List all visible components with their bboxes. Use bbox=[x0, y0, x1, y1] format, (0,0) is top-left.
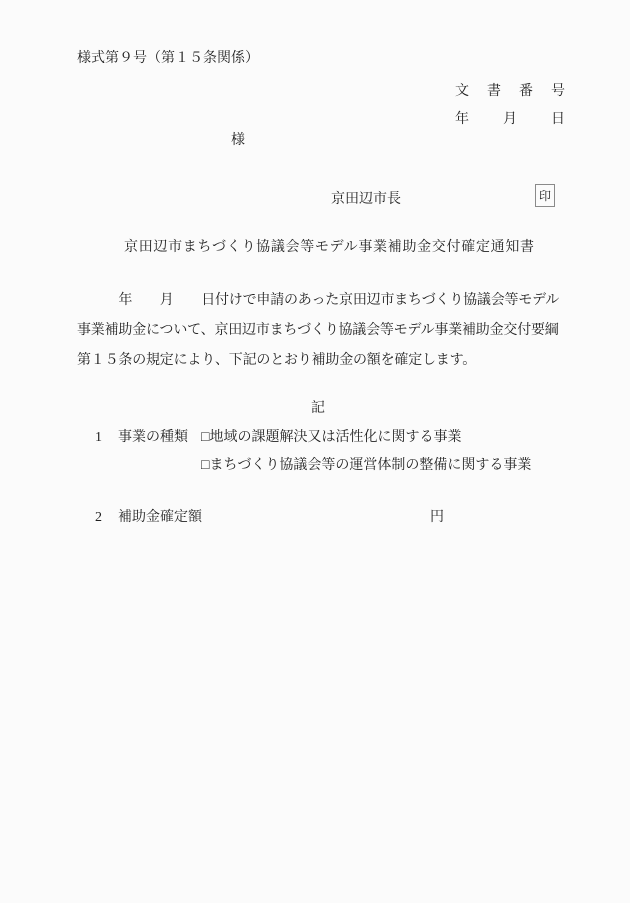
checkbox-option-1: □地域の課題解決又は活性化に関する事業 bbox=[201, 430, 462, 445]
item-label: 事業の種類 bbox=[118, 430, 188, 445]
date-line: 年 月 日 bbox=[455, 112, 567, 127]
body-line-1: 年 月 日付けで申請のあった京田辺市まちづくり協議会等モデル bbox=[77, 293, 560, 308]
document-title: 京田辺市まちづくり協議会等モデル事業補助金交付確定通知書 bbox=[124, 240, 535, 255]
record-heading: 記 bbox=[311, 401, 325, 416]
body-line-3: 第１５条の規定により、下記のとおり補助金の額を確定します。 bbox=[77, 353, 477, 368]
body-line-2: 事業補助金について、京田辺市まちづくり協議会等モデル事業補助金交付要綱 bbox=[77, 323, 559, 338]
addressee-honorific: 様 bbox=[231, 133, 245, 148]
item-label: 補助金確定額 bbox=[118, 510, 202, 525]
amount-unit: 円 bbox=[430, 510, 444, 525]
doc-number-label: 文 書 番 号 bbox=[455, 84, 567, 99]
item-number: 1 bbox=[95, 430, 102, 445]
checkbox-option-2: □まちづくり協議会等の運営体制の整備に関する事業 bbox=[201, 458, 532, 473]
form-number: 様式第９号（第１５条関係） bbox=[77, 51, 259, 66]
item-number: 2 bbox=[95, 510, 102, 525]
seal-box: 印 bbox=[535, 184, 555, 207]
sender-title: 京田辺市長 bbox=[331, 192, 401, 207]
